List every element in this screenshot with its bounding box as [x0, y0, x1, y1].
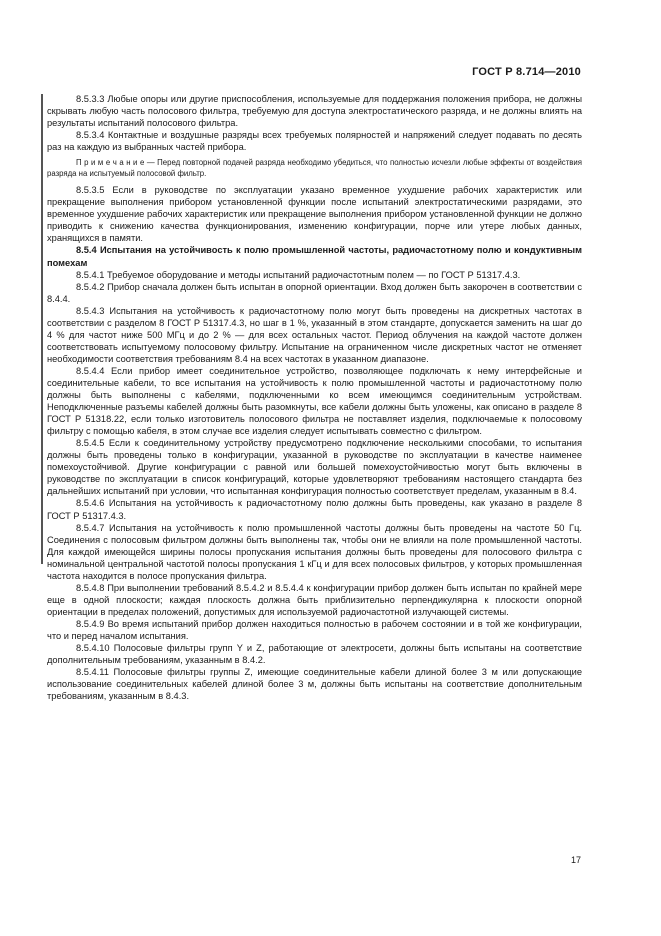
paragraph-8-5-4-5: 8.5.4.5 Если к соединительному устройству предусмотрено подключение несколькими способами, то испытания должны быть проведены только в конфигурации, указанной в руководстве по эксплуатации в качестве наименее помехоустойчивой. Другие конфигурации с равной или большей помехоустойчивостью могут быть включены в руководстве по эксплуатации в список конфигураций, которые удовлетворяют требованиям настоящего стандарта без дальнейших испытаний при условии, что испытанная конфигурация полностью соответствует пределам, указанным в 8.4. — [47, 438, 582, 497]
paragraph-8-5-4-2: 8.5.4.2 Прибор сначала должен быть испытан в опорной ориентации. Вход должен быть закорочен в соответствии с 8.4.4. — [47, 281, 582, 304]
change-margin-bar — [41, 94, 43, 564]
paragraph-8-5-4-11: 8.5.4.11 Полосовые фильтры группы Z, имеющие соединительные кабели длиной более 3 м или допускающие использование соединительных кабелей длиной более 3 м, должны быть испытаны на соответствие дополнительным требованиям, указанным в 8.4.3. — [47, 667, 582, 702]
paragraph-8-5-3-5: 8.5.3.5 Если в руководстве по эксплуатации указано временное ухудшение рабочих характеристик или прекращение выполнения прибором установленной функции после испытаний электростатическими разрядами, это временное ухудшение рабочих характеристик или прекращение выполнения прибором установленной функции не должно приводить к снижению качества функционирования, изменению конфигурации, порче или утере любых данных, хранящихся в памяти. — [47, 185, 582, 244]
document-header: ГОСТ Р 8.714—2010 — [472, 66, 581, 78]
document-body — [47, 93, 582, 702]
paragraph-8-5-4-9: 8.5.4.9 Во время испытаний прибор должен находиться полностью в рабочем состоянии и в той же конфигурации, что и перед началом испытания. — [47, 618, 582, 641]
paragraph-8-5-3-3: 8.5.3.3 Любые опоры или другие приспособления, используемые для поддержания положения прибора, не должны скрывать любую часть полосового фильтра, требуемую для доступа электростатического разряда, и не должны влиять на результаты испытаний полосового фильтра. — [47, 94, 582, 129]
paragraph-8-5-4-7: 8.5.4.7 Испытания на устойчивость к полю промышленной частоты должны быть проведены на частоте 50 Гц. Соединения с полосовым фильтром должны быть выполнены так, чтобы они не влияли на поле промышленной частоты. Для каждой имеющейся ширины полосы пропускания испытания должны быть проведены для полосового фильтра с номинальной центральной частотой полосы пропускания 1 кГц и для всех полосовых фильтров, у которых промышленная частота находится в полосе пропускания фильтра. — [47, 522, 582, 581]
section-heading-8-5-4: 8.5.4 Испытания на устойчивость к полю промышленной частоты, радиочастотному полю и кондуктивным помехам — [47, 245, 582, 268]
paragraph-8-5-4-6: 8.5.4.6 Испытания на устойчивость к радиочастотному полю должны быть проведены, как указано в разделе 8 ГОСТ Р 51317.4.3. — [47, 498, 582, 521]
paragraph-8-5-3-4: 8.5.3.4 Контактные и воздушные разряды всех требуемых полярностей и напряжений следует подавать по десять раз на каждую из выбранных частей прибора. — [47, 130, 582, 153]
paragraph-8-5-4-4: 8.5.4.4 Если прибор имеет соединительное устройство, позволяющее подключать к нему интерфейсные и соединительные кабели, то все испытания на устойчивость к полю промышленной частоты и радиочастотному полю должны быть выполнены с кабелями, подключенными ко всем имеющимся соединительным устройствам. Неподключенные разъемы кабелей должны быть разомкнуты, все кабели должны быть уложены, как описано в разделе 8 ГОСТ Р 51318.22, если только изготовитель полосового фильтра не поставляет изделия, подключаемые к полосовому фильтру с помощью кабеля, в этом случае все изделия следует испытывать совместно с фильтром. — [47, 365, 582, 437]
page-number: 17 — [570, 855, 581, 865]
paragraph-8-5-4-1: 8.5.4.1 Требуемое оборудование и методы испытаний радиочастотным полем — по ГОСТ Р 51317.4.3. — [76, 269, 521, 280]
paragraph-8-5-4-3: 8.5.4.3 Испытания на устойчивость к радиочастотному полю могут быть проведены на дискретных частотах в соответствии с разделом 8 ГОСТ Р 51317.4.3, но шаг в 1 %, указанный в этом стандарте, допускается заменить на шаг до 4 % для частот ниже 500 МГц и до 2 % — для всех остальных частот. Период облучения на каждой частоте должен соответствовать испытуемому полосовому фильтру. Испытание на ограниченном числе дискретных частот не отменяет необходимости соответствия требованиям 8.4 на всех частотах в указанном диапазоне. — [47, 305, 582, 364]
paragraph-8-5-4-10: 8.5.4.10 Полосовые фильтры групп Y и Z, работающие от электросети, должны быть испытаны на соответствие дополнительным требованиям, указанным в 8.4.2. — [47, 643, 582, 666]
paragraph-8-5-4-8: 8.5.4.8 При выполнении требований 8.5.4.2 и 8.5.4.4 к конфигурации прибор должен быть испытан по крайней мере еще в одной плоскости; каждая плоскость должна быть приблизительно перпендикулярна к плоскости опорной ориентации в пределах положений, допустимых для используемой радиочастотной излучающей системы. — [47, 582, 582, 617]
note: П р и м е ч а н и е — Перед повторной подачей разряда необходимо убедиться, что полностью исчезли любые эффекты от воздействия разряда на испытуемый полосовой фильтр. — [47, 158, 582, 179]
